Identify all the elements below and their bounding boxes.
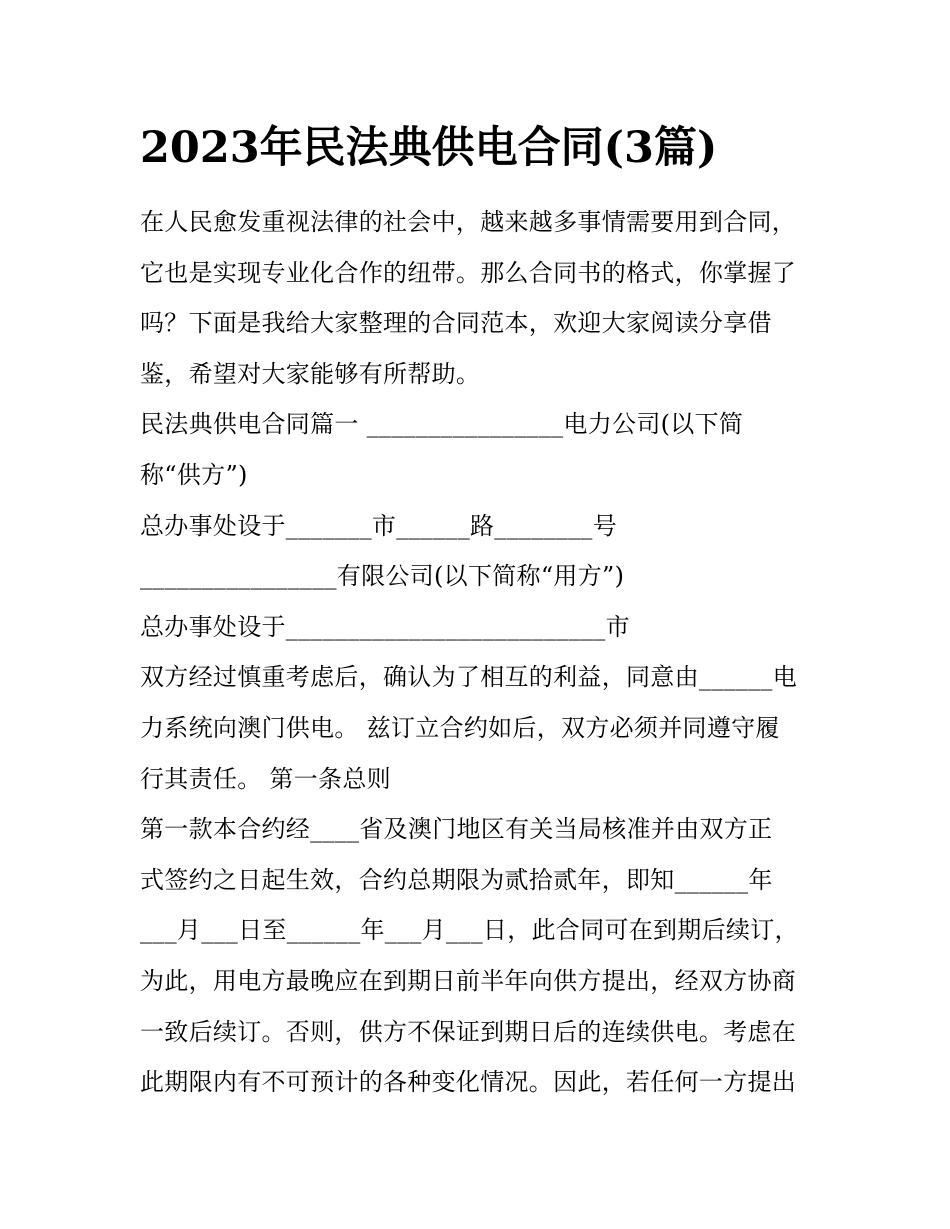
body-line: ________________有限公司(以下简称“用方”) [140,562,625,591]
body-line: 总办事处设于_______市______路________号 [140,511,617,540]
document-title: 2023年民法典供电合同(3篇) [140,123,718,173]
body-line: 总办事处设于__________________________市 [140,612,630,641]
body-line: 一致后续订。否则，供方不保证到期日后的连续供电。考虑在 [140,1017,797,1046]
body-line: 在人民愈发重视法律的社会中，越来越多事情需要用到合同， [140,208,797,236]
body-line: 此期限内有不可预计的各种变化情况。因此，若任何一方提出 [140,1068,797,1097]
body-line: 双方经过慎重考虑后，确认为了相互的利益，同意由______电 [140,663,797,692]
body-line: 民法典供电合同篇一 ________________电力公司(以下简 [140,410,744,439]
body-line: ___月___日至______年___月___日，此合同可在到期后续订， [140,916,799,945]
body-line: 它也是实现专业化合作的纽带。那么合同书的格式，你掌握了 [140,258,797,287]
document-body [140,197,820,1108]
body-line: 行其责任。 第一条总则 [140,764,391,793]
body-line: 第一款本合约经____省及澳门地区有关当局核准并由双方正 [140,815,773,844]
body-line: 鉴，希望对大家能够有所帮助。 [140,359,481,388]
body-line: 力系统向澳门供电。 兹订立合约如后，双方必须并同遵守履 [140,713,780,742]
body-line: 式签约之日起生效，合约总期限为贰拾贰年，即知______年 [140,865,773,894]
body-line: 称“供方”) [140,460,248,489]
body-line: 为此，用电方最晚应在到期日前半年向供方提出，经双方协商 [140,966,797,995]
body-line: 吗？下面是我给大家整理的合同范本，欢迎大家阅读分享借 [140,309,772,338]
